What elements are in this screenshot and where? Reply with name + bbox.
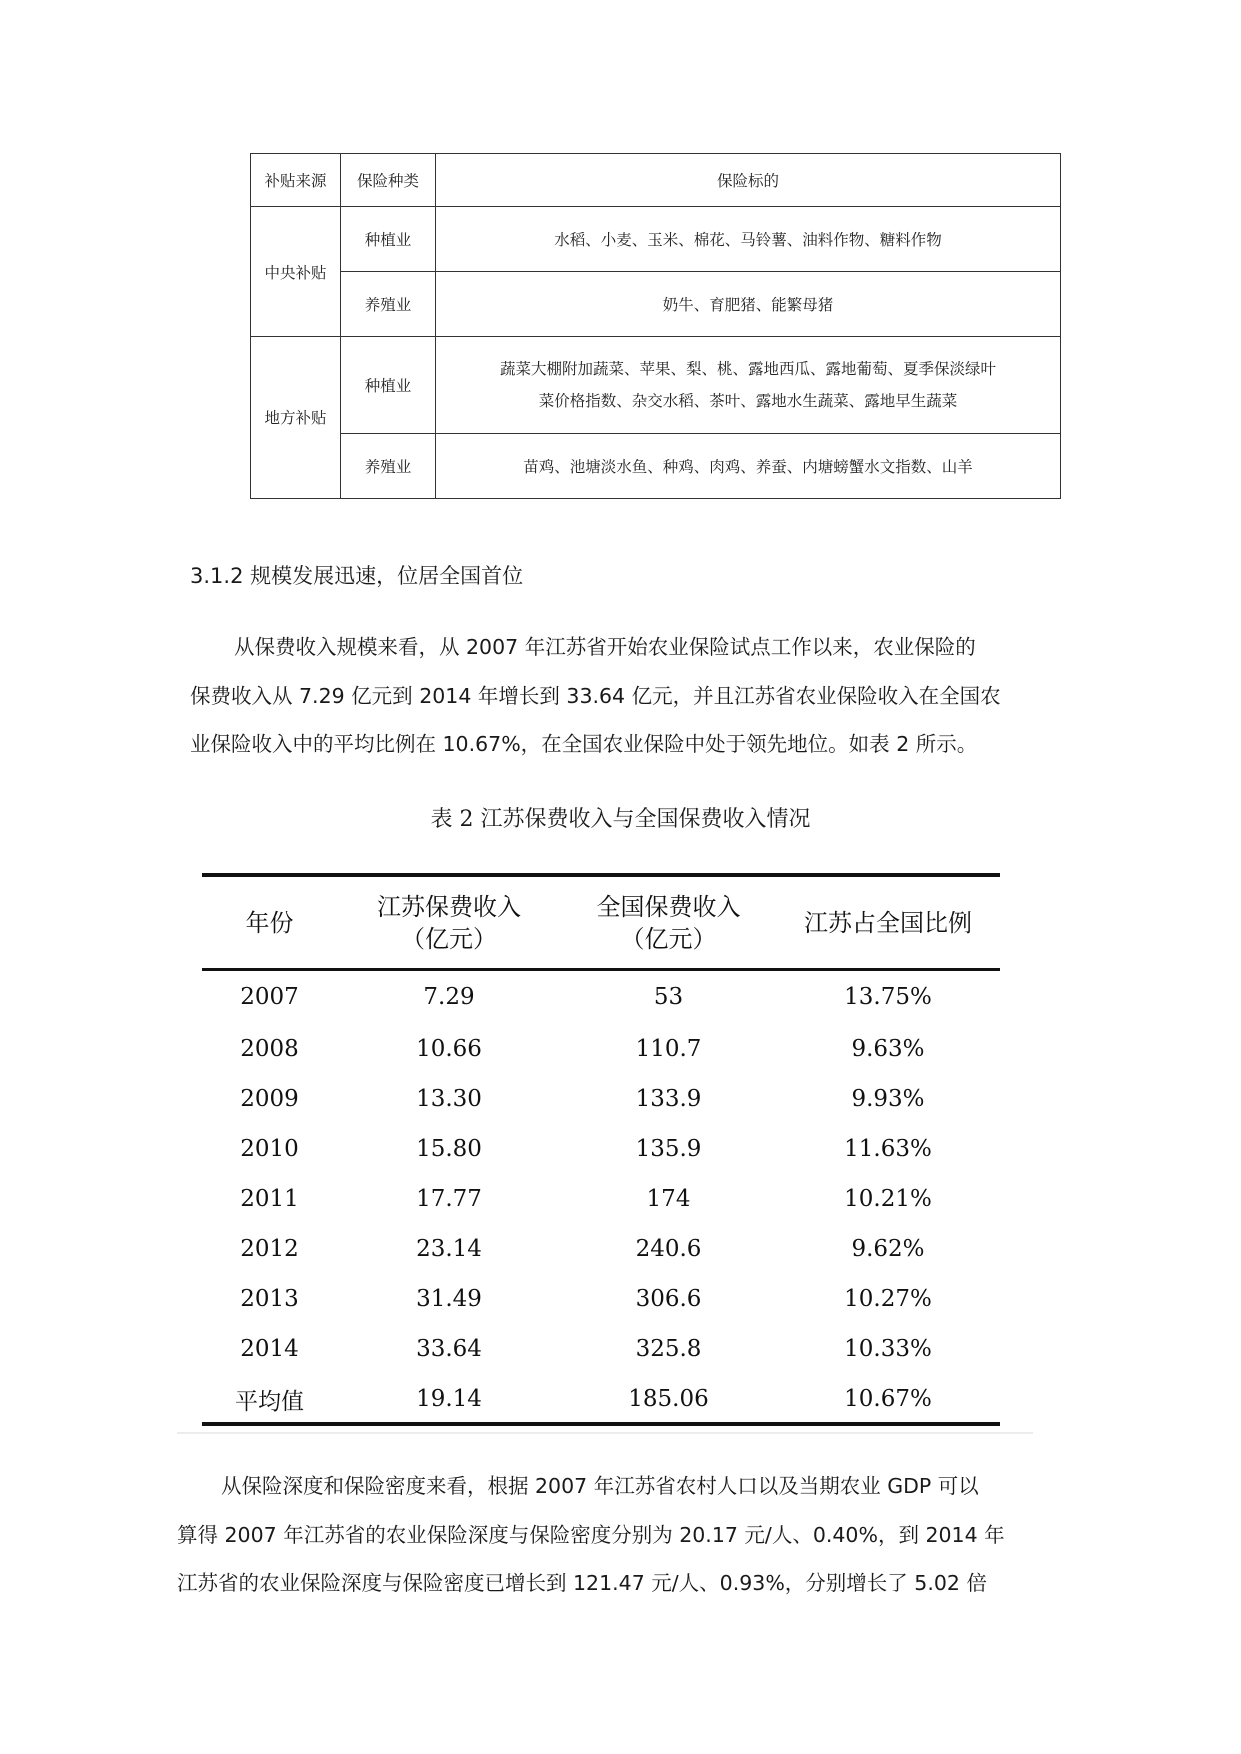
paragraph1-line2: 保费收入从 7.29 亿元到 2014 年增长到 33.64 亿元，并且江苏省农业保险收入在全国农: [190, 683, 1001, 708]
table-row: 2011 17.77 174 10.21%: [240, 1186, 932, 1212]
table-row: 2014 33.64 325.8 10.33%: [240, 1336, 932, 1362]
local-breeding-type: 养殖业: [341, 434, 436, 499]
table-row: 2008 10.66 110.7 9.63%: [240, 1036, 925, 1062]
table-row: 2010 15.80 135.9 11.63%: [240, 1136, 932, 1162]
local-breeding-items: 苗鸡、池塘淡水鱼、种鸡、肉鸡、养蚕、内塘螃蟹水文指数、山羊: [436, 434, 1061, 499]
premium-income-table: [202, 875, 1000, 1424]
local-planting-items-line2: 菜价格指数、杂交水稻、茶叶、露地水生蔬菜、露地早生蔬菜: [538, 391, 958, 410]
central-planting-type: 种植业: [341, 207, 436, 272]
header-insurance-subject: 保险标的: [436, 154, 1061, 207]
table-row: 2007 7.29 53 13.75%: [240, 984, 932, 1010]
header-jiangsu-premium: 江苏保费收入 （亿元）: [377, 892, 521, 953]
header-subsidy-source: 补贴来源: [251, 154, 341, 207]
subsidy-table: [250, 153, 1061, 499]
central-breeding-items: 奶牛、育肥猪、能繁母猪: [436, 272, 1061, 337]
local-subsidy-cell: 地方补贴: [251, 336, 341, 498]
central-planting-items: 水稻、小麦、玉米、棉花、马铃薯、油料作物、糖料作物: [436, 207, 1061, 272]
header-insurance-type: 保险种类: [341, 154, 436, 207]
table2-caption: 表 2 江苏保费收入与全国保费收入情况: [430, 807, 811, 832]
paragraph2-line2: 算得 2007 年江苏省的农业保险深度与保险密度分别为 20.17 元/人、0.40%，到 2014 年: [177, 1522, 1005, 1547]
paragraph-depth-density: [177, 1462, 1005, 1608]
paragraph2-line3: 江苏省的农业保险深度与保险密度已增长到 121.47 元/人、0.93%，分别增长了 5.02 倍: [177, 1571, 987, 1595]
central-breeding-type: 养殖业: [341, 272, 436, 337]
central-subsidy-cell: 中央补贴: [251, 207, 341, 336]
header-year: 年份: [245, 908, 294, 937]
local-planting-items: [436, 336, 1061, 434]
section-heading: 3.1.2 规模发展迅速，位居全国首位: [190, 564, 524, 588]
table-row: 2009 13.30 133.9 9.93%: [240, 1086, 925, 1112]
local-planting-type: 种植业: [341, 336, 436, 434]
paragraph-premium-scale: [190, 623, 1001, 769]
table-row: 2013 31.49 306.6 10.27%: [240, 1286, 932, 1312]
paragraph2-line1: 从保险深度和保险密度来看，根据 2007 年江苏省农村人口以及当期农业 GDP 可以: [221, 1474, 979, 1498]
paragraph1-line3: 业保险收入中的平均比例在 10.67%，在全国农业保险中处于领先地位。如表 2 所示。: [190, 732, 978, 756]
table-row: 2012 23.14 240.6 9.62%: [240, 1236, 925, 1262]
header-national-premium: 全国保费收入 （亿元）: [596, 892, 741, 953]
divider: [177, 1432, 1033, 1434]
table-row-average: 平均值 19.14 185.06 10.67%: [235, 1386, 932, 1415]
paragraph1-line1: 从保费收入规模来看，从 2007 年江苏省开始农业保险试点工作以来，农业保险的: [234, 635, 976, 659]
local-planting-items-line1: 蔬菜大棚附加蔬菜、苹果、梨、桃、露地西瓜、露地葡萄、夏季保淡绿叶: [499, 359, 996, 378]
header-jiangsu-ratio: 江苏占全国比例: [804, 908, 972, 937]
